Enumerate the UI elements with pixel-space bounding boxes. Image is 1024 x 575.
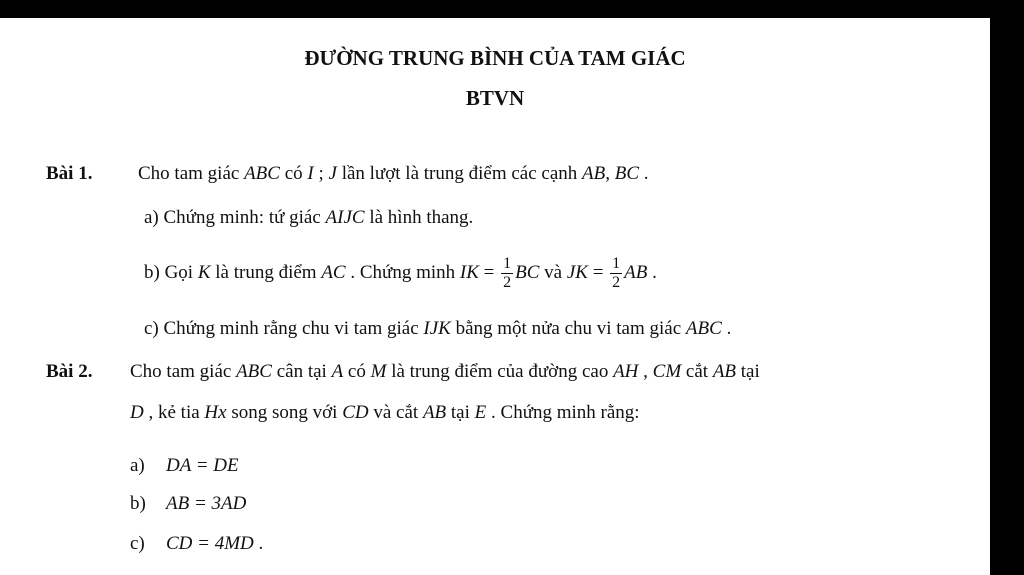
text: c) Chứng minh rằng chu vi tam giác [144,318,424,339]
exercise-2-label: Bài 2. [46,361,93,382]
math: AB, BC [582,163,640,184]
math: J [328,163,337,184]
text: có [279,163,308,184]
text: là trung điểm của đường cao [386,361,614,382]
math: I [307,163,314,184]
text: tại [736,361,760,382]
math: IJK [423,318,451,339]
text: và [539,261,567,283]
text: ; [313,163,329,184]
math: AB [624,261,648,283]
document-page [0,18,990,575]
text: = [478,261,500,283]
text: Cho tam giác [130,361,237,382]
text: Cho tam giác [138,163,245,184]
text: song song với [226,402,343,423]
text: là trung điểm [210,261,322,283]
math: JK [566,261,588,283]
math: Hx [204,402,227,423]
math: AIJC [325,207,365,228]
text: và cắt [368,402,423,423]
math: M [370,361,387,382]
text: cắt [681,361,713,382]
text: có [343,361,371,382]
math: D [130,402,144,423]
math: CM [652,361,682,382]
math: A [331,361,344,382]
text: . Chứng minh [345,261,460,283]
exercise-1-part-a [144,207,473,229]
math: AC [321,261,346,283]
page-subtitle: BTVN [465,86,525,110]
text: . [639,163,649,184]
math: IK [459,261,479,283]
math: CD [342,402,369,423]
denominator: 2 [503,274,512,291]
math: AB = 3AD [166,493,247,514]
text: b) Gọi [144,261,198,283]
part-label: a) [130,455,145,476]
math: CD = 4MD [166,533,254,554]
text: , [638,361,653,382]
text: a) Chứng minh: tứ giác [144,207,326,228]
math: ABC [685,318,722,339]
math: K [197,261,211,283]
math: DA = DE [166,455,239,476]
text: . Chứng minh rằng: [486,402,640,423]
text: . [647,261,657,283]
exercise-2-part-c [130,533,263,555]
text: = [587,261,609,283]
text: lần lượt là trung điểm các cạnh [336,163,583,184]
page-title: ĐƯỜNG TRUNG BÌNH CỦA TAM GIÁC [304,46,686,70]
math: E [474,402,487,423]
fraction-half [610,256,622,291]
exercise-1-label: Bài 1. [46,163,93,184]
text: , kẻ tia [143,402,205,423]
math: AH [613,361,639,382]
numerator: 1 [612,255,621,272]
math: ABC [244,163,280,184]
math: BC [515,261,540,283]
fraction-half [501,256,513,291]
text: là hình thang. [364,207,474,228]
part-label: c) [130,533,145,554]
exercise-1-part-b [144,256,657,291]
exercise-2-line-2 [130,402,640,424]
part-label: b) [130,493,146,514]
exercise-2-part-a [130,455,239,477]
text: bằng một nửa chu vi tam giác [450,318,686,339]
text: . [253,533,264,554]
exercise-1-intro [138,163,649,185]
text: . [721,318,732,339]
exercise-1-part-c [144,318,731,340]
math: ABC [236,361,272,382]
text: tại [446,402,475,423]
exercise-2-line-1 [130,361,760,383]
numerator: 1 [503,255,512,272]
exercise-2-part-b [130,493,246,515]
denominator: 2 [612,274,621,291]
math: AB [712,361,737,382]
text: cân tại [271,361,332,382]
math: AB [422,402,447,423]
